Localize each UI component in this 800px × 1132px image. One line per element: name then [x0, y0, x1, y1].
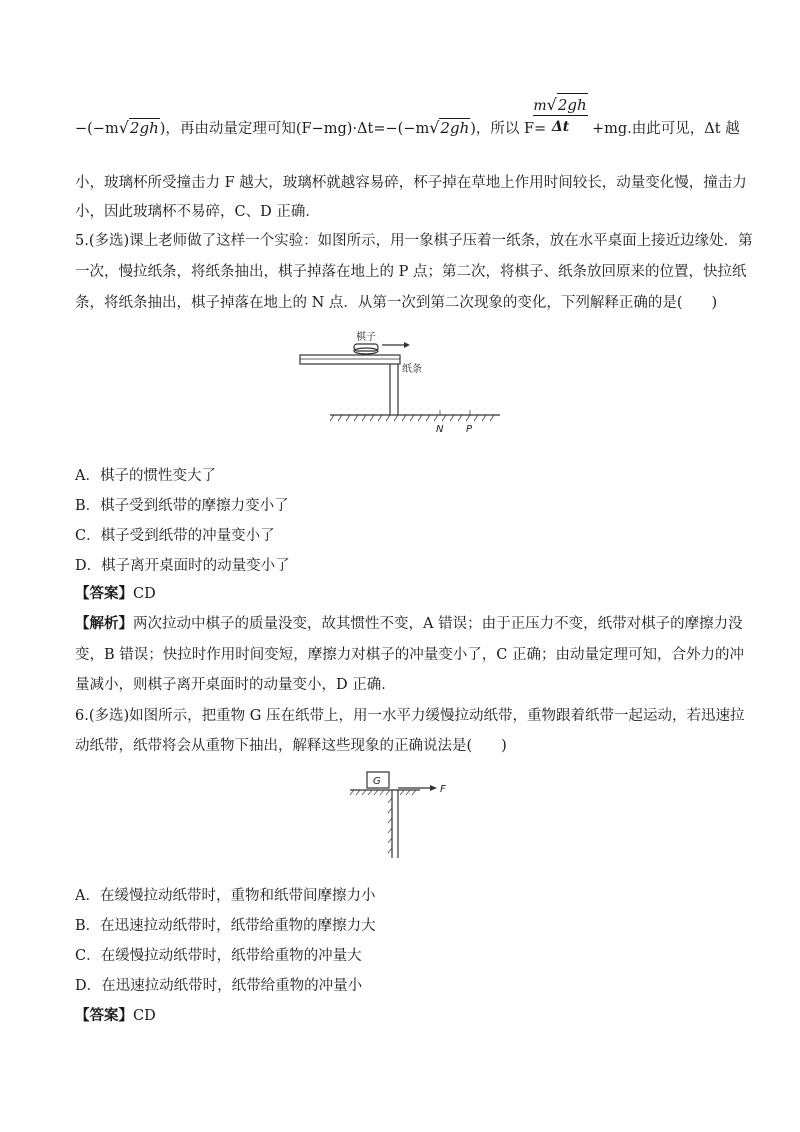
label-f: F — [440, 784, 446, 795]
q5-stem-line: 条，将纸条抽出，棋子掉落在地上的 N 点．从第一次到第二次现象的变化，下列解释正确的是( ) — [75, 295, 718, 311]
q5-option-c: C．棋子受到纸带的冲量变小了 — [75, 528, 275, 544]
q5-stem-line: 5.(多选)课上老师做了这样一个实验：如图所示，用一象棋子压着一纸条，放在水平桌面上接近边缘处．第 — [75, 233, 753, 249]
q5-analysis-line: 量减小，则棋子离开桌面时的动量变小，D 正确． — [75, 677, 396, 693]
formula-part-1: −(−m — [75, 121, 119, 137]
q5-stem-line: 一次，慢拉纸条，将纸条抽出，棋子掉落在地上的 P 点；第二次，将棋子、纸条放回原来的位置，快拉纸 — [75, 264, 747, 280]
label-p: P — [466, 424, 473, 435]
label-paper: 纸条 — [402, 364, 422, 375]
q6-stem-line: 动纸带，纸带将会从重物下抽出，解释这些现象的正确说法是( ) — [75, 738, 507, 754]
q6-answer: 【答案】CD — [75, 1007, 156, 1024]
label-n: N — [436, 424, 444, 435]
q5-analysis-line: 变，B 错误；快拉时作用时间变短，摩擦力对棋子的冲量变小了，C 正确；由动量定理可知，合外力的冲 — [75, 647, 744, 663]
formula-line: −(−m√2gh)，再由动量定理可知(F−mg)·Δt=−(−m√2gh)，所以 F= — [75, 118, 547, 137]
sqrt-2gh: 2gh — [129, 119, 159, 137]
q6-option-a: A．在缓慢拉动纸带时，重物和纸带间摩擦力小 — [75, 888, 376, 904]
fraction-m-sqrt-over-dt: m√2gh Δt — [533, 95, 587, 135]
q5-option-d: D．棋子离开桌面时的动量变小了 — [75, 558, 290, 574]
q5-figure-table-diagram — [0, 330, 800, 440]
formula-part-4: +mg.由此可见，Δt 越 — [592, 121, 740, 137]
label-g: G — [373, 776, 381, 787]
q5-analysis-line: 【解析】两次拉动中棋子的质量没变，故其惯性不变，A 错误；由于正压力不变，纸带对棋子的摩擦力没 — [75, 615, 743, 632]
paragraph-line: 小，玻璃杯所受撞击力 F 越大，玻璃杯就越容易碎，杯子掉在草地上作用时间较长，动量变化慢，撞击力 — [75, 175, 747, 191]
sqrt-2gh-second: 2gh — [440, 119, 470, 137]
q6-stem-line: 6.(多选)如图所示，把重物 G 压在纸带上，用一水平力缓慢拉动纸带，重物跟着纸带一起运动，若迅速拉 — [75, 708, 745, 724]
q6-option-c: C．在缓慢拉动纸带时，纸带给重物的冲量大 — [75, 948, 362, 964]
paragraph-line: 小，因此玻璃杯不易碎，C、D 正确． — [75, 204, 320, 220]
formula-part-2: )，再由动量定理可知(F−mg)·Δt=−(−m — [159, 121, 430, 137]
q5-option-a: A．棋子的惯性变大了 — [75, 468, 216, 484]
formula-part-3: )，所以 F= — [470, 121, 547, 137]
q6-option-d: D．在迅速拉动纸带时，纸带给重物的冲量小 — [75, 978, 363, 994]
q6-figure-weight-diagram — [0, 768, 800, 868]
q5-answer: 【答案】CD — [75, 585, 156, 602]
q5-option-b: B．棋子受到纸带的摩擦力变小了 — [75, 498, 289, 514]
q6-option-b: B．在迅速拉动纸带时，纸带给重物的摩擦力大 — [75, 918, 376, 934]
label-piece: 棋子 — [356, 332, 376, 343]
